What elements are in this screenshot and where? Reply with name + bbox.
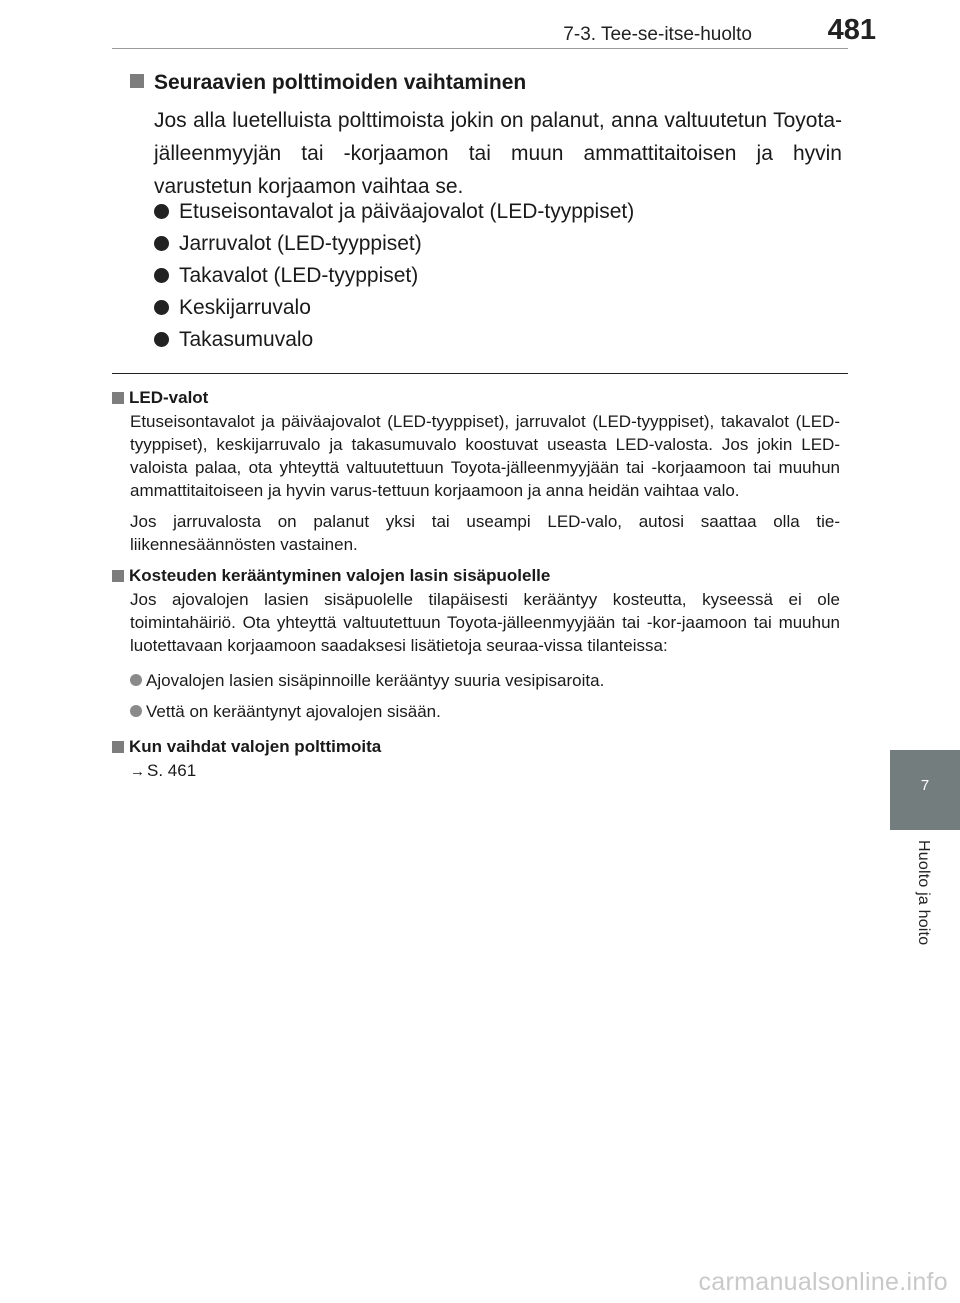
header-rule xyxy=(112,48,848,49)
list-item: Jarruvalot (LED-tyyppiset) xyxy=(154,228,634,260)
list-item: Vettä on kerääntynyt ajovalojen sisään. xyxy=(130,696,842,727)
main-heading-text: Seuraavien polttimoiden vaihtaminen xyxy=(154,71,527,94)
list-item: Ajovalojen lasien sisäpinnoille kerääntyy suuria vesipisaroita. xyxy=(130,665,842,696)
arrow-right-icon: → xyxy=(130,763,145,780)
chapter-label: Huolto ja hoito xyxy=(915,840,932,946)
square-bullet-icon xyxy=(112,741,124,753)
note-paragraph: Jos jarruvalosta on palanut yksi tai useampi LED-valo, autosi saattaa olla tie-liikennesäännösten vastainen. xyxy=(130,512,840,554)
square-bullet-icon xyxy=(112,392,124,404)
list-item: Etuseisontavalot ja päiväajovalot (LED-tyyppiset) xyxy=(154,196,634,228)
note-title-moisture: Kosteuden kerääntyminen valojen lasin sisäpuolelle xyxy=(112,564,842,588)
bullet-icon xyxy=(154,204,169,219)
bullet-icon xyxy=(154,332,169,347)
chapter-tab[interactable] xyxy=(890,750,960,830)
watermark: carmanualsonline.info xyxy=(698,1268,948,1296)
bullet-icon xyxy=(130,674,142,686)
chapter-number: 7 xyxy=(920,777,930,794)
note-title-led: LED-valot xyxy=(112,386,842,410)
square-bullet-icon xyxy=(130,74,144,88)
bullet-icon xyxy=(130,705,142,717)
bullet-icon xyxy=(154,236,169,251)
list-item: Takasumuvalo xyxy=(154,324,634,356)
page-number: 481 xyxy=(827,14,876,46)
list-item: Keskijarruvalo xyxy=(154,292,634,324)
note-paragraph: Jos ajovalojen lasien sisäpuolelle tilapäisesti kerääntyy kosteutta, kyseessä ei ole toimintahäiriö. Ota yhteyttä valtuutettuun Toyota-jälleenmyyjään tai -kor-jaamoon tai muuhun luotettavaan korjaamoon saadaksesi lisätietoja seuraa-vissa tilanteissa: xyxy=(130,590,840,655)
note-paragraph: Etuseisontavalot ja päiväajovalot (LED-tyyppiset), jarruvalot (LED-tyyppiset), takavalot (LED-tyyppiset), keskijarruvalo ja takasumuvalo koostuvat useasta LED-valosta. Jos jokin LED-valoista palaa, ota yhteyttä valtuutettuun Toyota-jälleenmyyjään tai -korjaamoon tai muuhun ammattitaitoiseen ja hyvin varus-tettuun korjaamoon ja anna heidän vaihtaa valo. xyxy=(130,412,840,500)
note-title-replace: Kun vaihdat valojen polttimoita xyxy=(112,735,842,759)
list-item: Takavalot (LED-tyyppiset) xyxy=(154,260,634,292)
section-title: 7-3. Tee-se-itse-huolto xyxy=(563,24,752,45)
bulb-list xyxy=(154,196,634,356)
bullet-icon xyxy=(154,268,169,283)
moisture-list xyxy=(130,665,842,727)
page-reference-link[interactable]: → S. 461 xyxy=(130,761,197,780)
section-divider xyxy=(112,373,848,374)
bullet-icon xyxy=(154,300,169,315)
notes-section xyxy=(112,386,842,784)
square-bullet-icon xyxy=(112,570,124,582)
main-heading xyxy=(130,71,526,95)
main-paragraph: Jos alla luetelluista polttimoista jokin on palanut, anna valtuutetun Toyota-jälleenmyyjän tai -korjaamon tai muun ammattitaitoisen ja hyvin varustetun korjaamon vaihtaa se. xyxy=(154,109,842,198)
